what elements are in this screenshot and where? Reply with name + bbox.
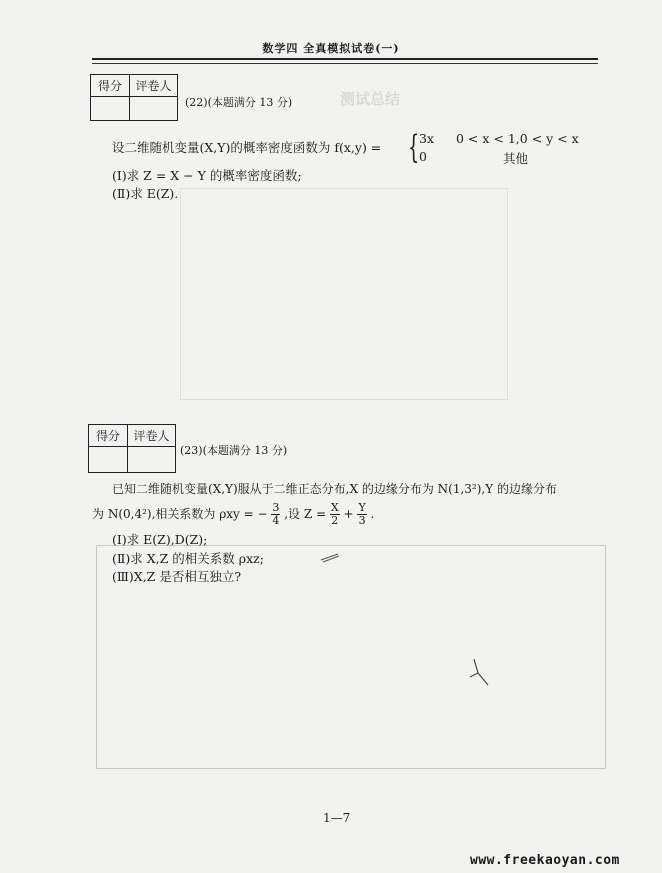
q23-line1: 已知二维随机变量(X,Y)服从于二维正态分布,X 的边缘分布为 N(1,3²),Y 的边缘分布 [112,482,557,496]
q23-fraction-rho: $\frac{3}{4}$ [272,501,280,527]
q22-piecewise-brace: { [408,128,420,166]
q23-score-box [88,424,176,473]
q23-line2-prefix: 为 N(0,4²),相关系数为 ρxy = − [92,507,268,521]
q22-score-box [90,74,178,121]
page-header-title: 数学四 全真模拟试卷(一) [262,42,400,55]
q23-line2-end: . [370,507,375,521]
pencil-checkmark [466,655,494,689]
q23-part2: (Ⅱ)求 X,Z 的相关系数 ρxz; [112,551,264,566]
q22-part2: (Ⅱ)求 E(Z). [112,186,179,201]
pencil-mark [318,550,342,564]
q22-case2-expr: 0 [419,149,427,164]
q22-case1-condition: 0 < x < 1,0 < y < x [456,131,579,146]
q22-case2-condition: 其他 [503,151,529,166]
q22-case1-expr: 3x [419,131,435,146]
site-watermark: www.freekaoyan.com [470,853,620,868]
page-number: 1—7 [323,811,351,825]
score-label: 得分 [89,425,128,447]
answer-area-frame [96,545,606,769]
q23-heading: (23)(本题满分 13 分) [180,444,288,457]
q23-fraction-y: $\frac{Y}{3}$ [358,501,366,527]
q23-line2-mid: ,设 Z = [284,507,327,521]
grader-label: 评卷人 [130,75,178,97]
q23-plus-sign: + [343,507,354,521]
bleed-through-table [180,188,508,400]
q22-heading: (22)(本题满分 13 分) [185,96,293,109]
q23-fraction-x: $\frac{X}{2}$ [330,501,339,527]
q22-intro: 设二维随机变量(X,Y)的概率密度函数为 f(x,y) = [112,140,382,155]
score-label: 得分 [91,75,130,97]
q23-part1: (Ⅰ)求 E(Z),D(Z); [112,532,208,547]
header-rule-thick [92,58,598,60]
header-rule-thin [92,63,598,64]
q23-line2 [92,502,374,527]
q23-part3: (Ⅲ)X,Z 是否相互独立? [112,569,242,584]
grader-label: 评卷人 [128,425,176,447]
q22-part1: (Ⅰ)求 Z = X − Y 的概率密度函数; [112,168,302,183]
bleed-through-heading: 测试总结 [340,90,401,108]
